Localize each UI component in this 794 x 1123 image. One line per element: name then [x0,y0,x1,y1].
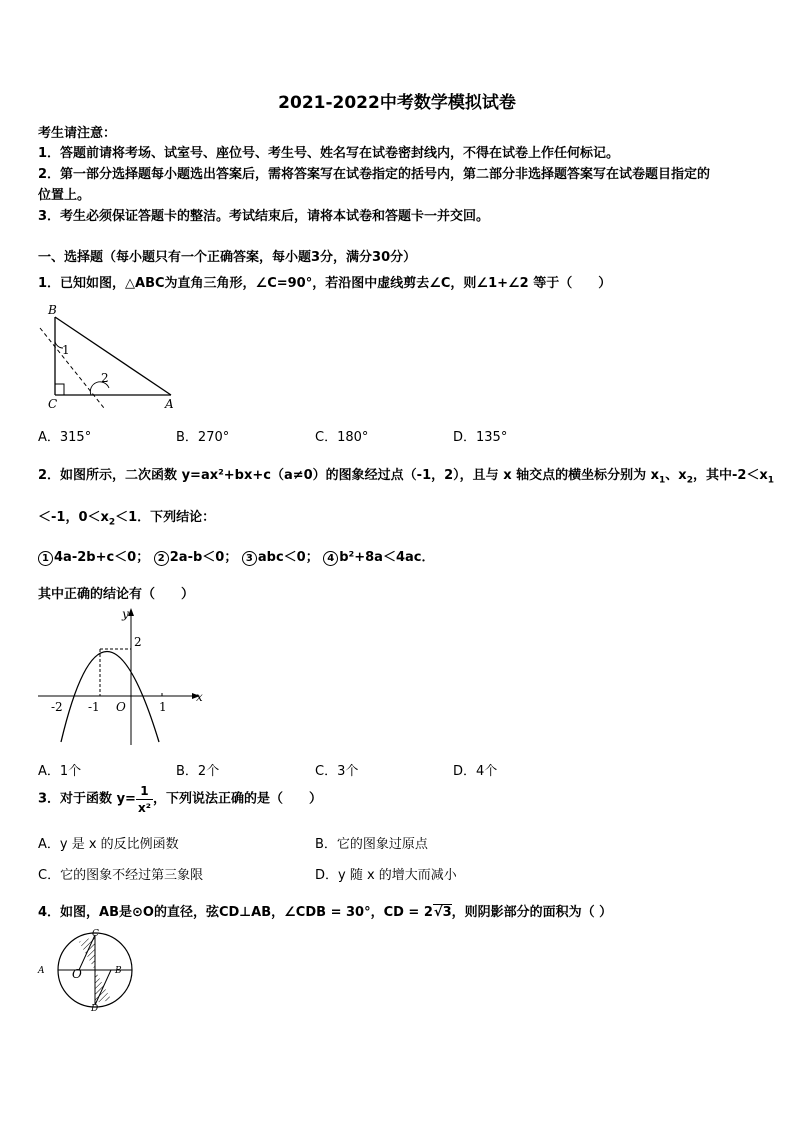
tick-neg2: -2 [51,700,63,714]
tick-neg1: -1 [88,700,100,714]
axis-x-label: x [196,690,203,704]
origin-label: O [116,700,126,714]
label-b: B [115,966,122,976]
circled-number: 4 [323,551,338,566]
fraction: $\frac{1}{\text{x²}}$ [137,784,151,815]
label-b: B [48,303,57,317]
label-angle1: 1 [62,343,70,357]
q2-option-d[interactable]: D．4个 [453,764,498,779]
q3-option-c[interactable]: C．它的图象不经过第三象限 [38,868,204,883]
q1-option-d[interactable]: D．135° [453,430,508,445]
q2-option-b[interactable]: B．2个 [176,764,220,779]
label-a: A [38,966,45,976]
q3-option-a[interactable]: A．y 是 x 的反比例函数 [38,837,179,852]
q1-option-b[interactable]: B．270° [176,430,230,445]
label-o: O [72,967,82,981]
notice-item: 3．考生必须保证答题卡的整洁。考试结束后，请将本试卷和答题卡一并交回。 [38,209,490,224]
q2-question: 其中正确的结论有（ ） [38,587,195,602]
label-d: D [91,1004,99,1013]
notice-item: 位置上。 [38,188,91,203]
circled-number: 3 [242,551,257,566]
q2-option-a[interactable]: A．1个 [38,764,82,779]
q2-stem-line2: ＜-1，$0<x_2<1$．下列结论： [38,510,216,528]
page-title: 2021-2022中考数学模拟试卷 [278,93,516,113]
circled-number: 1 [38,551,53,566]
q2-parabola-graph [34,605,214,747]
label-a: A [165,397,174,411]
label-c: C [48,397,58,411]
circled-number: 2 [154,551,169,566]
notice-heading: 考生请注意： [38,126,117,141]
q3-option-b[interactable]: B．它的图象过原点 [315,837,428,852]
q2-conclusions: 1 4a-2b+c＜0； 2 2a-b＜0； 3 abc＜0； 4 b²+8a＜4ac． [38,546,434,566]
label-angle2: 2 [101,371,109,385]
q1-stem: 1．已知如图，△ABC为直角三角形，∠C=90°，若沿图中虚线剪去∠C，则∠1+∠2 等于（ ） [38,276,612,291]
q3-option-d[interactable]: D．y 随 x 的增大而减小 [315,868,457,883]
q1-option-a[interactable]: A．315° [38,430,92,445]
q2-stem-line1: 2．如图所示，二次函数 y=ax²+bx+c（a≠0）的图象经过点（-1，2），且与 x 轴交点的横坐标分别为 $x_1$、$x_2$，其中$-2<x_1$ [38,468,775,486]
q4-stem: 4．如图，AB是⊙O的直径，弦CD⊥AB，∠CDB = 30°，CD = 2√3，则阴影部分的面积为（ ） [38,905,613,920]
notice-item: 1．答题前请将考场、试室号、座位号、考生号、姓名写在试卷密封线内，不得在试卷上作任何标记。 [38,146,620,161]
q3-stem: 3．对于函数 y= $\frac{1}{\text{x²}}$ ，下列说法正确的是（ ） [38,784,322,815]
section-heading: 一、选择题（每小题只有一个正确答案，每小题3分，满分30分） [38,250,417,265]
axis-y-label: y [122,607,129,621]
q1-triangle-figure [34,298,184,412]
q1-option-c[interactable]: C．180° [315,430,369,445]
notice-item: 2．第一部分选择题每小题选出答案后，需将答案写在试卷指定的括号内，第二部分非选择题答案写在试卷题目指定的 [38,167,711,182]
tick-1: 1 [159,700,167,714]
label-c: C [92,929,99,939]
q4-circle-figure [34,925,134,1013]
tick-2: 2 [134,635,142,649]
q2-option-c[interactable]: C．3个 [315,764,359,779]
